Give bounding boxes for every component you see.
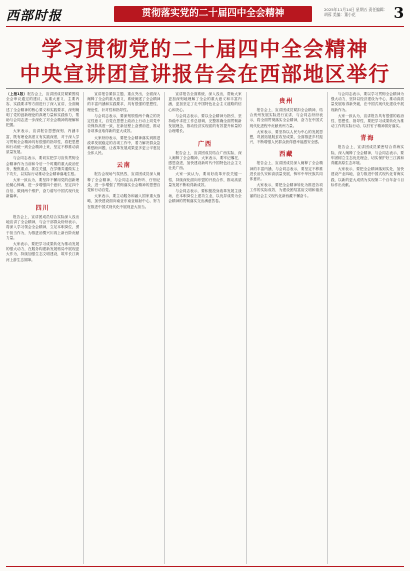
headline-line-2: 中央宣讲团宣讲报告会在西部地区举行 [19, 62, 391, 86]
body-paragraph: 大家一致认为，要用好改革开放关键一招，持续深化面向东盟的开放合作，推动高质量发展不断取得新成效。 [168, 172, 242, 187]
region-heading: 广西 [198, 140, 213, 148]
body-paragraph: 报告会上，宣讲团成员深入阐释了全会精神的丰富内涵，与会同志表示，要坚定不移推进长治久安和高质量发展，铸牢中华民族共同体意识。 [249, 161, 323, 182]
article-column-3 [164, 92, 241, 564]
article-columns [6, 92, 404, 564]
body-paragraph: 报告会上，宣讲团成员紧密结合青海实际，深入阐释了全会精神，与会同志表示，要牢固树立生态优先理念，切实保护好三江源和青藏高原生态环境。 [330, 145, 405, 166]
body-paragraph: 大家一致认为，要坚持不懈用党的创新理论凝心铸魂，进一步增强四个意识、坚定四个自信、做到两个维护，奋力谱写中国式现代化新篇章。 [6, 178, 80, 198]
body-paragraph: 报告会上，宣讲团成员结合广西实际，深入阐释了全会精神，大家表示，要牢记嘱托、感恩奋进，加快建设新时代中国特色社会主义壮美广西。 [168, 150, 242, 171]
body-paragraph: 大家表示，要把学习成果转化为推动发展的强大动力，在服务构建新发展格局中展现更大作为，持续加强生态文明建设，筑牢长江黄河上游生态屏障。 [6, 242, 80, 262]
body-paragraph: 宣讲报告全面系统、深入浅出，帮助大家更加深刻地理解了全会的重大意义和丰富内涵，更加坚定了走中国特色社会主义道路的信心和决心。 [168, 92, 242, 112]
region-heading: 四川 [35, 205, 50, 213]
region-heading: 西藏 [279, 151, 294, 159]
body-paragraph: 大家表示，要主动服务和融入国家重大战略，加快建设面向南亚东南亚辐射中心，努力在推进中国式现代化中展现更大担当。 [87, 194, 161, 209]
body-paragraph: 与会同志表示，要积极投身改革发展主战场，在本职岗位上建功立业，以优异成绩为全会精神的贯彻落实交出满意答卷。 [168, 189, 242, 204]
headline-divider [6, 88, 404, 89]
page-number: 3 [393, 4, 404, 22]
region-heading: 青海 [360, 135, 375, 143]
article-column-4 [246, 92, 323, 564]
body-paragraph: 与会同志表示，要切实把学习宣传贯彻全会精神作为当前和今后一个时期的重大政治任务，聚焦重点、抓住关键，在学懂弄通做实上下功夫，以实际行动推动全会精神落地生根。 [6, 156, 80, 177]
body-paragraph: 大家表示，要把全会精神落到实处，加快建设产业四地，奋力推进中国式现代化青海实践，以新的更大成绩为实现第二个百年奋斗目标作出贡献。 [330, 167, 405, 187]
continued-from-tag: （上接1版） [6, 92, 28, 96]
article-column-2 [83, 92, 160, 564]
body-paragraph: 大家表示，要把全会精神转化为推进各项工作的实际成效，为建设团结富裕文明和谐美丽的社会主义现代化新西藏不懈奋斗。 [249, 183, 323, 198]
body-paragraph: 大家表示，宣讲报告思想深刻、内涵丰富，既有理论高度又有实践深度，对于深入学习贯彻全会精神具有很强的指导性，将把思想和行动统一到全会精神上来，坚定不移推动高质量发展。 [6, 129, 80, 155]
top-divider [6, 26, 404, 27]
body-paragraph: 报告会现场气氛热烈，宣讲团成员深入阐释了全会精神，与会同志认真聆听、仔细记录，进一步增强了贯彻落实全会精神的思想自觉和行动自觉。 [87, 172, 161, 193]
body-paragraph: 报告会上，宣讲团成员结合实际深入浅出地宣讲了全会精神，与会干部群众纷纷表示，将深入学习领会全会精神，立足本职岗位，勇于担当作为，为推进治蜀兴川再上新台阶贡献力量。 [6, 215, 80, 240]
section-banner: 贯彻落实党的二十届四中全会精神 [114, 6, 312, 22]
region-heading: 云南 [116, 162, 131, 170]
region-heading: 贵州 [279, 98, 294, 105]
body-paragraph: 大家表示，要坚持以人民为中心的发展思想，巩固拓展脱贫攻坚成果，全面推进乡村振兴，不断增强人民群众获得感幸福感安全感。 [249, 129, 323, 145]
body-paragraph: 宣讲报告紧扣主题、重点突出，全面深入阐释了全会的重大意义，系统阐述了全会精神的丰富内涵和实践要求，具有很强的思想性、理论性、针对性和指导性。 [87, 92, 161, 112]
lead-text: 报告会上，宣讲团成员紧紧围绕全会审议通过的建议，从重大意义、主要内容、实践要求等方面进行了深入宣讲，全面阐述了全会精神的核心要义和实践要求，深刻阐明了党的创新理论的真理力量和实践伟力，帮助与会同志进一步深化了对全会精神的理解和把握。 [6, 92, 80, 128]
issue-date: 2025年11月14日 星期五 责任编辑：胡蓉 美编：董小花 [324, 7, 388, 17]
body-paragraph: 大家一致认为，宣讲报告具有很强的政治性、思想性、指导性，要把学习成果转化为推动工作的实际行动，以钉钉子精神抓好落实。 [330, 113, 405, 129]
body-paragraph: 大家纷纷表示，要把全会精神落实到推进改革发展稳定的各项工作中，着力解决群众急难愁盼问题，让改革发展成果更多更公平惠及全体人民。 [87, 135, 161, 156]
lead-paragraph [6, 92, 79, 128]
body-paragraph: 与会同志表示，要以全会精神为指引，坚持稳中求进工作总基调，完整准确全面贯彻新发展理念，推动经济实现质的有效提升和量的合理增长。 [168, 113, 242, 134]
body-paragraph: 报告会上，宣讲团成员紧扣全会精神，结合贵州发展实际进行宣讲，与会同志纷纷表示，将全面贯彻落实全会精神，奋力在中国式现代化进程中贡献贵州力量。 [249, 108, 323, 128]
newspaper-logo: 西部时报 [6, 9, 63, 24]
body-paragraph: 与会同志表示，要以学习贯彻全会精神为强大动力，坚持以经济建设为中心，推动高质量发展取得新突破，在中国式现代化建设中展现新作为。 [330, 92, 405, 112]
masthead [6, 4, 404, 26]
bottom-divider [6, 566, 404, 567]
body-paragraph: 与会同志表示，要深刻领悟两个确立的决定性意义，自觉在思想上政治上行动上同党中央保持高度一致，在新征程上奋勇前进，推动各项事业取得新的更大成效。 [87, 113, 161, 134]
article-column-1 [6, 92, 79, 564]
headline-line-1: 学习贯彻党的二十届四中全会精神 [41, 37, 369, 61]
article-column-5 [327, 92, 404, 564]
